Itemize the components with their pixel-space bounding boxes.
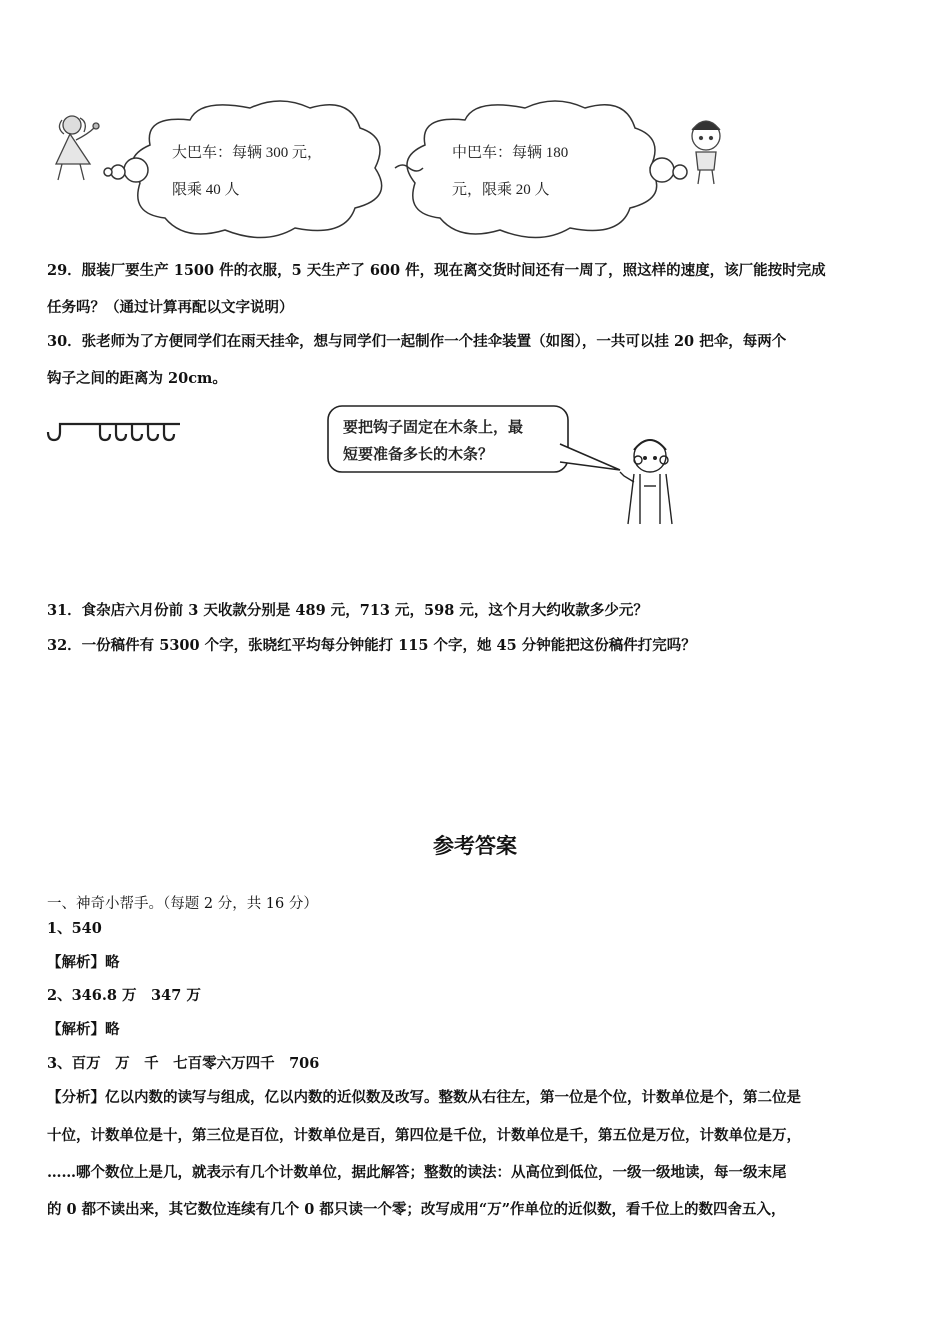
answers-title: 参考答案: [433, 833, 517, 858]
mid-bus-capacity: 元，限乘 20 人: [452, 182, 550, 198]
hook-rack-illustration: [44, 412, 184, 448]
question-30-line1: 30．张老师为了方便同学们在雨天挂伞，想与同学们一起制作一个挂伞装置（如图），一共可以挂 20 把伞，每两个: [47, 333, 787, 350]
question-31: 31．食杂店六月份前 3 天收款分别是 489 元，713 元，598 元，这个月大约收款多少元？: [47, 602, 648, 619]
question-29-line2: 任务吗？（通过计算再配以文字说明）: [47, 299, 294, 316]
answer-3: 3、百万 万 千 七百零六万四千 706: [47, 1055, 320, 1072]
big-bus-price: 大巴车：每辆 300 元，: [172, 145, 323, 161]
answer-2: 2、346.8 万 347 万: [47, 987, 201, 1004]
question-30-line2: 钩子之间的距离为 20cm。: [47, 370, 227, 387]
section-1-heading: 一、神奇小帮手。（每题 2 分，共 16 分）: [47, 896, 318, 912]
big-bus-cloud: [104, 101, 382, 238]
answer-3-analysis-line2: 十位，计数单位是十，第三位是百位，计数单位是百，第四位是千位，计数单位是千，第五位是万位，计数单位是万，: [47, 1127, 801, 1144]
speech-line1: 要把钩子固定在木条上，最: [343, 418, 524, 436]
mid-bus-cloud: [407, 101, 687, 238]
answer-2-note: 【解析】略: [47, 1021, 120, 1038]
question-32: 32．一份稿件有 5300 个字，张晓红平均每分钟能打 115 个字，她 45 分钟能把这份稿件打完吗？: [47, 637, 696, 654]
question-29-line1: 29．服装厂要生产 1500 件的衣服，5 天生产了 600 件，现在离交货时间还有一周了，照这样的速度，该厂能按时完成: [47, 262, 826, 279]
answer-3-analysis-line4: 的 0 都不读出来，其它数位连续有几个 0 都只读一个零；改写成用“万”作单位的近似数，看千位上的数四舍五入，: [47, 1201, 786, 1218]
bus-clouds-illustration: [40, 100, 740, 250]
answer-3-analysis-line1: 【分析】亿以内数的读写与组成，亿以内数的近似数及改写。整数从右往左，第一位是个位，计数单位是个，第二位是: [47, 1089, 801, 1106]
answer-1: 1、540: [47, 920, 102, 937]
answer-1-note: 【解析】略: [47, 954, 120, 971]
boy-figure: [692, 121, 720, 184]
girl-figure: [56, 116, 99, 180]
big-bus-capacity: 限乘 40 人: [172, 182, 240, 198]
answer-3-analysis-line3: ……哪个数位上是几，就表示有几个计数单位，据此解答；整数的读法：从高位到低位，一级一级地读，每一级末尾: [47, 1164, 787, 1181]
speech-line2: 短要准备多长的木条？: [343, 445, 494, 463]
teacher-figure: [620, 440, 672, 524]
mid-bus-price: 中巴车：每辆 180: [452, 145, 569, 161]
